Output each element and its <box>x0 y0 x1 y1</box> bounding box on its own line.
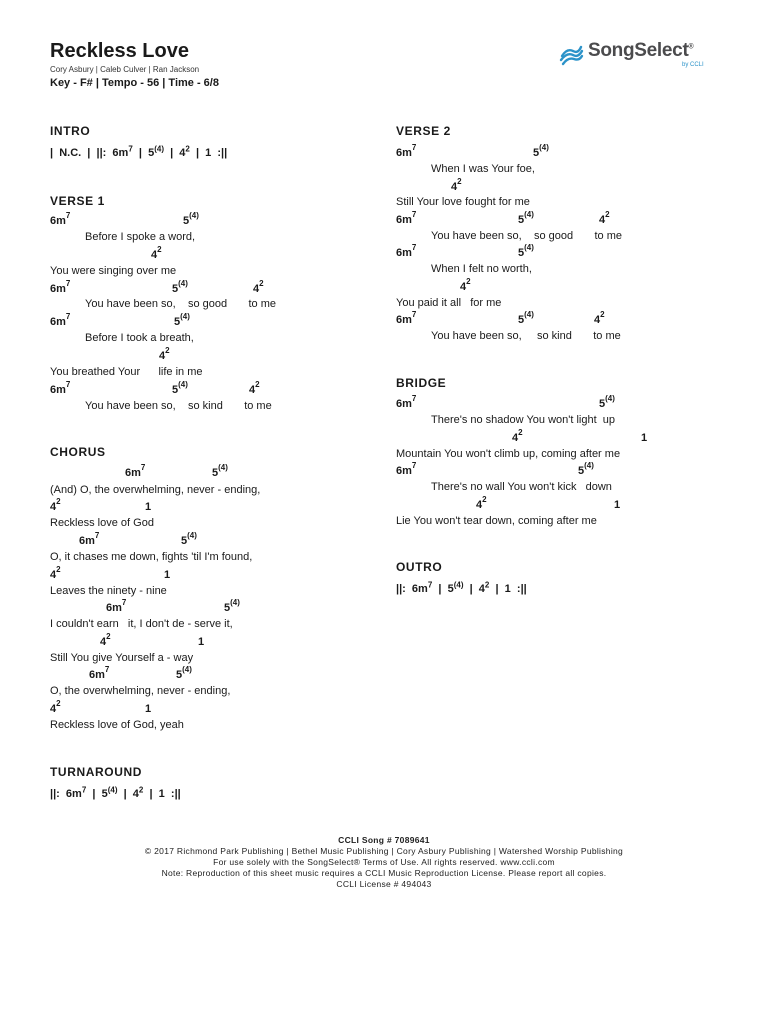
chord: $4^2$ <box>50 699 61 715</box>
lyric-line: Before I took a breath, <box>85 332 194 344</box>
chord: $4^2$ <box>460 277 471 293</box>
chord-line <box>50 665 390 685</box>
ccli-song-number: CCLI Song # 7089641 <box>338 835 430 845</box>
outro-progression: ||: $6m^7$ | 5$^{(4)}$ | $4^2$ | 1 :|| <box>396 580 527 595</box>
section-title-chorus: CHORUS <box>50 445 106 459</box>
chord: $6m^7$ <box>396 210 417 226</box>
chord-line <box>50 632 390 652</box>
lyric-line: O, the overwhelming, never - ending, <box>50 685 231 697</box>
reproduction-note: Note: Reproduction of this sheet music requires a CCLI Music Reproduction License. Please report all copies. <box>161 868 607 878</box>
chord-line <box>396 310 736 330</box>
chord: 1 <box>164 569 171 581</box>
chord: 5$^{(4)}$ <box>599 394 615 410</box>
song-title: Reckless Love <box>50 40 189 62</box>
chord: $4^2$ <box>599 210 610 226</box>
chord: $6m^7$ <box>50 312 71 328</box>
chord: 5$^{(4)}$ <box>174 312 190 328</box>
lyric-line: You paid it all for me <box>396 297 502 309</box>
chord-line <box>396 394 736 414</box>
chord: 5$^{(4)}$ <box>172 279 188 295</box>
chord: $4^2$ <box>253 279 264 295</box>
lyric-line: Before I spoke a word, <box>85 231 196 243</box>
section-title-outro: OUTRO <box>396 560 443 574</box>
lyric-line: Reckless love of God, yeah <box>50 719 184 731</box>
chord: $4^2$ <box>159 346 170 362</box>
chord: $6m^7$ <box>106 598 127 614</box>
section-title-verse-1: VERSE 1 <box>50 194 105 208</box>
chord: $4^2$ <box>100 632 111 648</box>
chord: $6m^7$ <box>125 463 146 479</box>
section-title-verse-2: VERSE 2 <box>396 124 451 138</box>
lyric-line: Reckless love of God <box>50 517 154 529</box>
chord: $4^2$ <box>476 495 487 511</box>
copyright-footer <box>0 835 768 890</box>
ccli-license: CCLI License # 494043 <box>336 879 432 889</box>
logo-byline: by CCLI <box>682 62 704 68</box>
chord-line <box>396 143 736 163</box>
chord-line <box>396 461 736 481</box>
section-title-intro: INTRO <box>50 124 91 138</box>
lyric-line: You have been so, so good to me <box>431 230 623 242</box>
lyric-line: You were singing over me <box>50 265 177 277</box>
lyric-line: There's no wall You won't kick down <box>431 481 612 493</box>
chord-line <box>396 243 736 263</box>
chord: $4^2$ <box>451 177 462 193</box>
lyric-line: Leaves the ninety - nine <box>50 585 167 597</box>
chord-line <box>50 497 390 517</box>
logo-wordmark: SongSelect® <box>588 40 694 61</box>
chord: 1 <box>641 432 648 444</box>
chord-line <box>396 277 736 297</box>
chord: $6m^7$ <box>89 665 110 681</box>
lyric-line: Mountain You won't climb up, coming after me <box>396 448 621 460</box>
lyric-line: You have been so, so good to me <box>85 298 277 310</box>
chord-line <box>396 428 736 448</box>
chord: $4^2$ <box>594 310 605 326</box>
lyric-line: O, it chases me down, fights 'til I'm found, <box>50 551 253 563</box>
lyric-line: Still You give Yourself a - way <box>50 652 194 664</box>
chord: 5$^{(4)}$ <box>518 310 534 326</box>
lyric-line: Lie You won't tear down, coming after me <box>396 515 597 527</box>
chord-line <box>396 210 736 230</box>
chord: $4^2$ <box>50 565 61 581</box>
chord-line <box>50 380 390 400</box>
chord-line <box>50 531 390 551</box>
chord: $6m^7$ <box>396 461 417 477</box>
chord: 5$^{(4)}$ <box>518 243 534 259</box>
chord-line <box>396 177 736 197</box>
chord: 1 <box>145 501 152 513</box>
chord: $6m^7$ <box>50 211 71 227</box>
chord-line <box>396 495 736 515</box>
chord-line <box>50 211 390 231</box>
chord: 5$^{(4)}$ <box>224 598 240 614</box>
chord: 5$^{(4)}$ <box>181 531 197 547</box>
chord: 5$^{(4)}$ <box>183 211 199 227</box>
lyric-line: You have been so, so kind to me <box>431 330 621 342</box>
chord: $4^2$ <box>512 428 523 444</box>
chord: 5$^{(4)}$ <box>578 461 594 477</box>
chord-line <box>50 598 390 618</box>
intro-progression: | N.C. | ||: $6m^7$ | 5$^{(4)}$ | $4^2$ | 1 :|| <box>50 144 228 159</box>
lyric-line: When I was Your foe, <box>431 163 535 175</box>
chord: $6m^7$ <box>396 394 417 410</box>
copyright-line: © 2017 Richmond Park Publishing | Bethel Music Publishing | Cory Asbury Publishing | Watershed Worship Publishing <box>144 846 624 856</box>
terms-line[interactable]: For use solely with the SongSelect® Terms of Use. All rights reserved. www.ccli.com <box>213 857 555 867</box>
lyric-line: When I felt no worth, <box>431 263 532 275</box>
chord: 5$^{(4)}$ <box>212 463 228 479</box>
turnaround-progression: ||: $6m^7$ | 5$^{(4)}$ | $4^2$ | 1 :|| <box>50 785 181 800</box>
lyric-line: (And) O, the overwhelming, never - ending, <box>50 484 261 496</box>
chord: 1 <box>145 703 152 715</box>
chord: $6m^7$ <box>396 243 417 259</box>
chord-line <box>50 312 390 332</box>
lyric-line: There's no shadow You won't light up <box>431 414 615 426</box>
song-authors: Cory Asbury | Caleb Culver | Ran Jackson <box>50 65 200 74</box>
songselect-logo[interactable] <box>557 39 717 73</box>
chord-line <box>50 565 390 585</box>
chord: 1 <box>614 499 621 511</box>
chord: 5$^{(4)}$ <box>172 380 188 396</box>
lyric-line: I couldn't earn it, I don't de - serve it, <box>50 618 233 630</box>
lyric-line: You have been so, so kind to me <box>85 400 272 412</box>
chord: $6m^7$ <box>396 310 417 326</box>
chord: $6m^7$ <box>396 143 417 159</box>
chord-line <box>50 245 390 265</box>
chord: $6m^7$ <box>50 279 71 295</box>
chord-line <box>50 463 390 483</box>
lyric-line: Still Your love fought for me <box>396 196 530 208</box>
chord: 5$^{(4)}$ <box>176 665 192 681</box>
section-title-turnaround: TURNAROUND <box>50 765 142 779</box>
chord: 1 <box>198 636 205 648</box>
chord: $4^2$ <box>249 380 260 396</box>
chord-line <box>50 346 390 366</box>
chord-line <box>50 279 390 299</box>
key-tempo-time: Key - F# | Tempo - 56 | Time - 6/8 <box>50 77 219 89</box>
chord: 5$^{(4)}$ <box>518 210 534 226</box>
chord: $4^2$ <box>151 245 162 261</box>
chord: $4^2$ <box>50 497 61 513</box>
section-title-bridge: BRIDGE <box>396 376 447 390</box>
chord: 5$^{(4)}$ <box>533 143 549 159</box>
chord: $6m^7$ <box>50 380 71 396</box>
lyric-line: You breathed Your life in me <box>50 366 203 378</box>
chord-line <box>50 699 390 719</box>
songselect-wave-icon <box>557 39 585 67</box>
chord: $6m^7$ <box>79 531 100 547</box>
